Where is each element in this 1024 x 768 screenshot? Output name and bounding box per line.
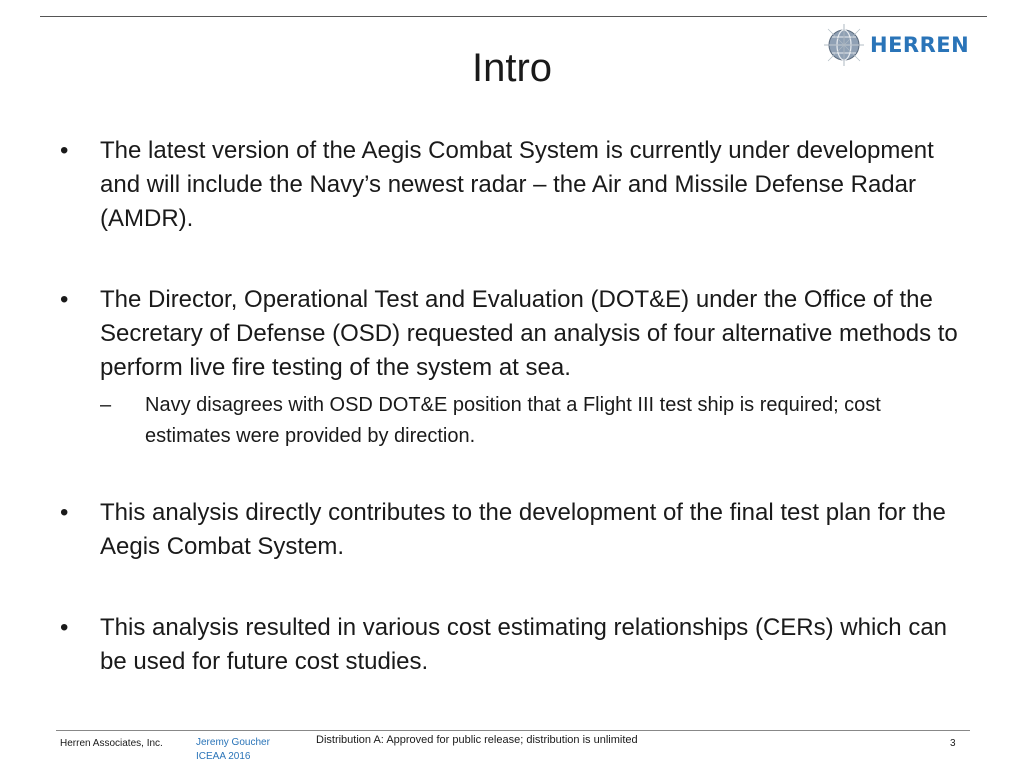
bullet-marker: •	[60, 137, 69, 164]
bullet-marker: •	[60, 286, 69, 313]
sub-bullet-item	[100, 390, 970, 452]
bullet-marker: •	[60, 499, 69, 526]
sub-bullet-marker: –	[100, 394, 112, 416]
bullet-item	[60, 134, 970, 236]
bullet-text: The latest version of the Aegis Combat System is currently under development and will include the Navy’s newest radar – the Air and Missile Defense Radar (AMDR).	[100, 137, 934, 232]
footer-author	[196, 736, 270, 764]
bullet-item	[60, 283, 970, 385]
bullet-text: The Director, Operational Test and Evaluation (DOT&E) under the Office of the Secretary of Defense (OSD) requested an analysis of four alternative methods to perform live fire testing of the system at sea.	[100, 286, 958, 381]
bullet-text: This analysis directly contributes to the development of the final test plan for the Aegis Combat System.	[100, 499, 946, 560]
top-divider	[40, 16, 987, 17]
footer-author-name: Jeremy Goucher	[196, 737, 270, 748]
sub-bullet-text: Navy disagrees with OSD DOT&E position that a Flight III test ship is required; cost estimates were provided by direction.	[145, 394, 881, 447]
bullet-item	[60, 496, 970, 564]
bullet-item	[60, 611, 970, 679]
footer-divider	[56, 730, 970, 731]
footer-company: Herren Associates, Inc.	[60, 738, 163, 749]
slide-title: Intro	[471, 46, 553, 90]
bullet-text: This analysis resulted in various cost estimating relationships (CERs) which can be used for future cost studies.	[100, 614, 948, 675]
page-number: 3	[950, 738, 956, 749]
slide-content	[60, 134, 970, 679]
logo-text: HERREN	[870, 33, 970, 57]
globe-icon	[822, 23, 866, 67]
footer-distribution: Distribution A: Approved for public release; distribution is unlimited	[316, 734, 638, 746]
herren-logo	[822, 22, 992, 68]
bullet-marker: •	[60, 614, 69, 641]
footer-event: ICEAA 2016	[196, 751, 251, 762]
